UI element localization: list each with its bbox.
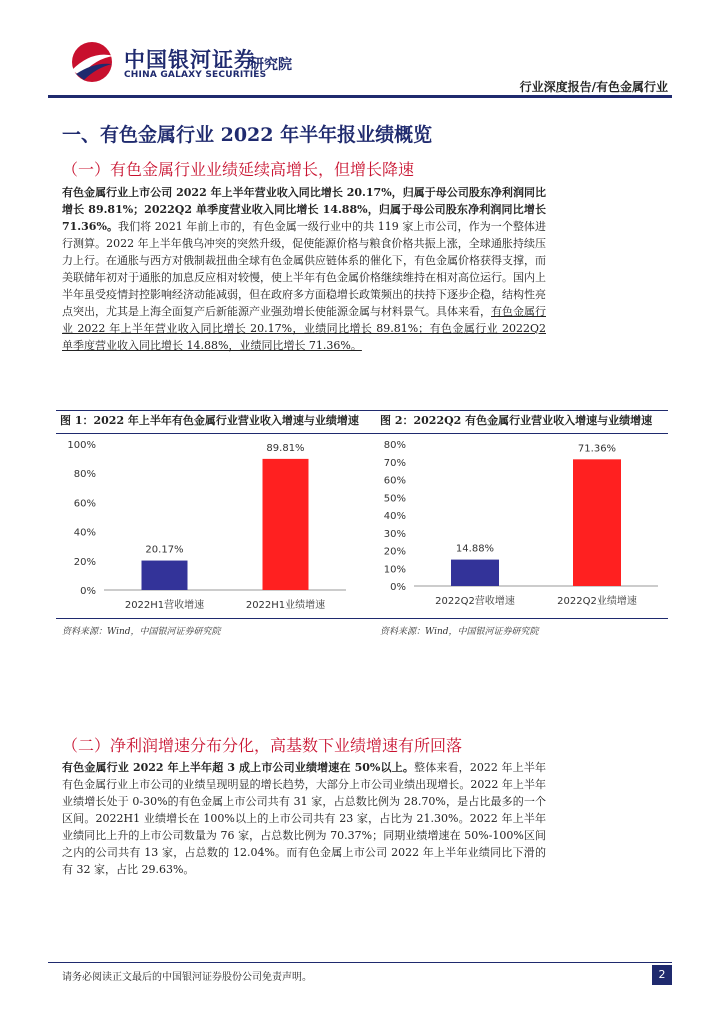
chart2-ytick-label: 30%	[383, 528, 406, 540]
report-type: 行业深度报告/有色金属行业	[519, 80, 668, 94]
logo-institute: 研究院	[250, 57, 292, 73]
chart2-ytick-label: 60%	[383, 475, 406, 487]
chart2-bar	[451, 560, 499, 586]
chart1-data-label: 89.81%	[266, 442, 305, 454]
figure-title-rule	[56, 433, 668, 434]
section2-bold-lead: 有色金属行业 2022 年上半年超 3 成上市公司业绩增速在 50%以上。	[62, 761, 415, 774]
chart1-ytick-label: 40%	[73, 527, 96, 539]
figure1-title: 图 1：2022 年上半年有色金属行业营业收入增速与业绩增速	[60, 414, 359, 427]
chart1-bar	[263, 459, 309, 590]
section2-paragraph	[62, 759, 546, 878]
figure-top-rule	[56, 410, 668, 411]
chart2-data-label: 14.88%	[455, 543, 495, 555]
chart2-ytick-label: 80%	[383, 440, 406, 451]
figure-bottom-rule	[56, 618, 668, 619]
chart2-ytick-label: 0%	[390, 582, 406, 593]
page-number: 2	[652, 965, 672, 985]
chart1-category-label: 2022H1营收增速	[124, 600, 205, 611]
chart2-ytick-label: 20%	[383, 546, 406, 558]
footer-divider	[48, 962, 672, 963]
figure1-source: 资料来源：Wind，中国银河证券研究院	[62, 627, 221, 637]
chart1-ytick-label: 0%	[80, 586, 96, 597]
chart2-ytick-label: 70%	[383, 457, 406, 469]
logo-chinese-name: 中国银河证券	[124, 48, 256, 72]
figure1-bar-chart	[56, 436, 366, 618]
chart1-ytick-label: 100%	[67, 440, 96, 451]
page-header	[0, 0, 724, 100]
chart2-ytick-label: 40%	[383, 511, 406, 522]
section1-bold-lead: 有色金属行业上市公司 2022 年上半年营业收入同比增长 20.17%，归属于母公司股东净利润同比增长 89.81%；2022Q2 单季度营业收入同比增长 14.88%，归属于母公司股东净利润同比增长 71.36%。	[62, 186, 546, 233]
chart2-ytick-label: 10%	[383, 564, 406, 576]
chart2-category-label: 2022Q2营收增速	[435, 596, 515, 607]
section1-paragraph	[62, 184, 546, 354]
section1-heading: （一）有色金属行业业绩延续高增长，但增长降速	[62, 160, 415, 179]
chart1-bar	[142, 561, 188, 590]
chart2-bar	[573, 459, 621, 586]
chart2-data-label: 71.36%	[577, 443, 617, 455]
figure2-bar-chart	[376, 436, 668, 618]
logo-english-name: CHINA GALAXY SECURITIES	[124, 70, 267, 80]
chart2-category-label: 2022Q2业绩增速	[557, 596, 637, 607]
section2-body: 整体来看，2022 年上半年有色金属行业上市公司的业绩呈现明显的增长趋势，大部分上市公司业绩出现增长。2022 年上半年业绩增长处于 0-30%的有色金属上市公司共有 31 家，占总数比例为 28.70%，是占比最多的一个区间。2022H1 业绩增长在 100%以上的上市公司共有 23 家，占比为 21.30%。2022 年上半年业绩同比上升的上市公司数量为 76 家，占总数比例为 70.37%；同期业绩增速在 50%-100%区间之内的公司共有 13 家，占总数的 12.04%。而有色金属上市公司 2022 年上半年业绩同比下滑的有 32 家，占比 29.63%。	[62, 761, 546, 876]
chart2-ytick-label: 50%	[383, 493, 406, 505]
galaxy-logo-icon	[66, 40, 118, 84]
chart1-category-label: 2022H1业绩增速	[245, 600, 326, 611]
section1-body: 我们将 2021 年前上市的，有色金属一级行业中的共 119 家上市公司，作为一个整体进行测算。2022 年上半年俄乌冲突的突然升级，促使能源价格与粮食价格共振上涨，全球通胀持续压力上行。在通胀与西方对俄制裁扭曲全球有色金属供应链体系的催化下，有色金属价格获得支撑，而美联储年初对于通胀的加息反应相对较慢，使上半年有色金属价格继续维持在相对高位运行。国内上半年虽受疫情封控影响经济动能减弱，但在政府多方面稳增长政策频出的扶持下逐步企稳，结构性亮点突出，尤其是上海全面复产后新能源产业强劲增长使能源金属与材料景气。具体来看，	[62, 220, 546, 318]
figure2-source: 资料来源：Wind，中国银河证券研究院	[380, 627, 539, 637]
header-divider	[48, 95, 672, 98]
section1-underlined: 有色金属行业 2022 年上半年营业收入同比增长 20.17%，业绩同比增长 89.81%；有色金属行业 2022Q2 单季度营业收入同比增长 14.88%，业绩同比增长 71.36%。	[62, 305, 546, 352]
figure2-title: 图 2：2022Q2 有色金属行业营业收入增速与业绩增速	[380, 414, 653, 427]
main-heading: 一、有色金属行业 2022 年半年报业绩概览	[62, 124, 433, 146]
chart1-ytick-label: 20%	[73, 556, 96, 568]
chart1-ytick-label: 60%	[73, 498, 96, 510]
disclaimer-note: 请务必阅读正文最后的中国银河证券股份公司免责声明。	[62, 972, 312, 983]
chart1-ytick-label: 80%	[73, 469, 96, 481]
chart1-data-label: 20.17%	[145, 544, 184, 556]
section2-heading: （二）净利润增速分布分化，高基数下业绩增速有所回落	[62, 736, 463, 755]
